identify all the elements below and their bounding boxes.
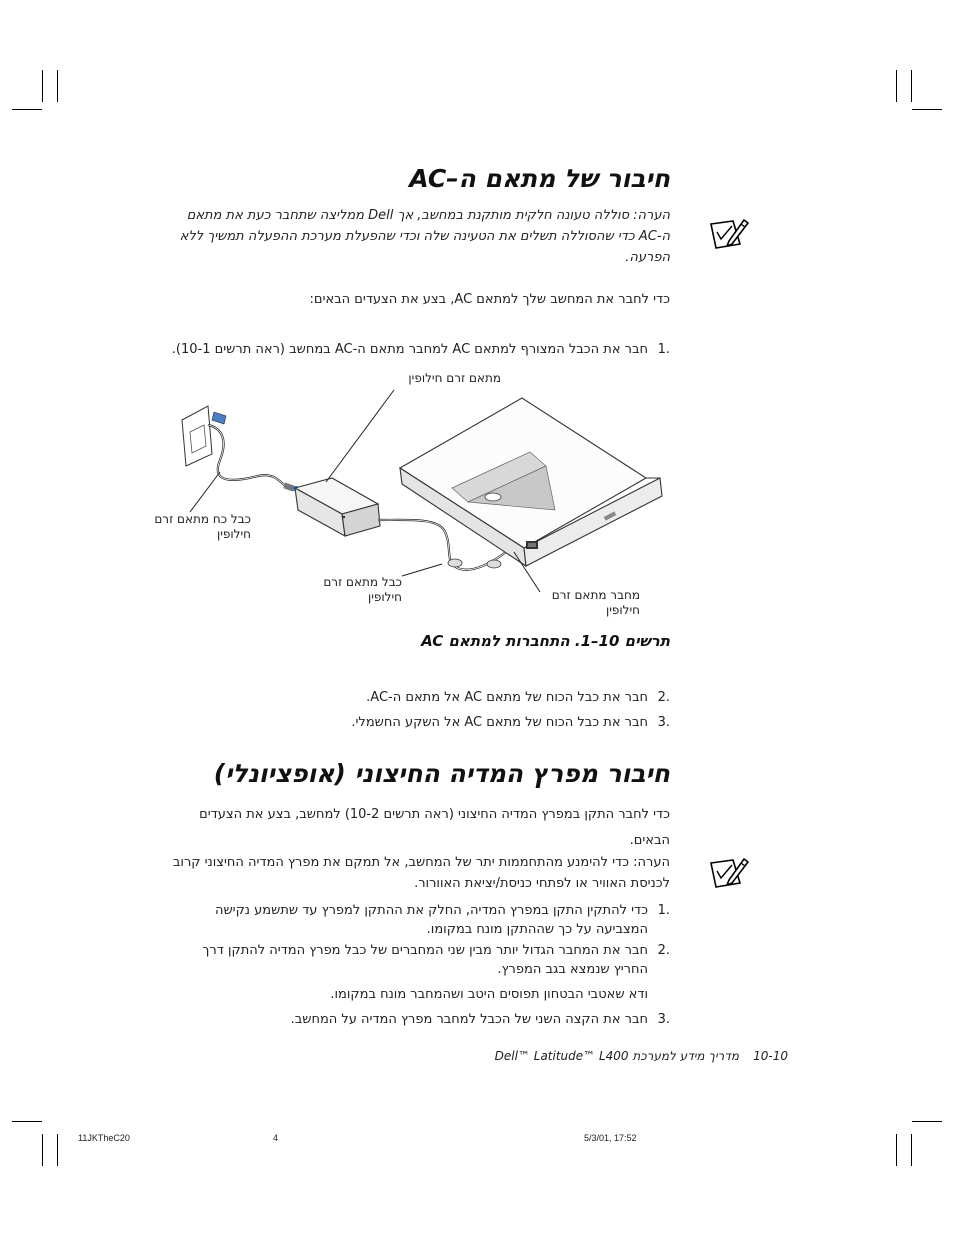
note-text: הערה: כדי להימנע מהתחממות יתר של המחשב, אל תמקם את מפרץ המדיה החיצוני קרוב לכניסת האוויר או לפתחי כניסת/יציאת האוורור. [172, 855, 670, 891]
step-item [170, 713, 670, 732]
crop-mark [42, 70, 43, 102]
crop-mark [57, 70, 58, 102]
ac-adapter-illustration [150, 380, 680, 620]
page-number: 10-10 [753, 1049, 788, 1063]
crop-mark [57, 1134, 58, 1166]
section-heading-media-bay: חיבור מפרץ המדיה החיצוני (אופציונלי) [213, 759, 670, 788]
crop-mark [42, 1134, 43, 1166]
crop-mark [911, 1134, 912, 1166]
intro-paragraph: כדי לחבר את המחשב שלך למתאם AC, בצע את הצעדים הבאים: [309, 292, 670, 307]
crop-mark [896, 70, 897, 102]
print-footer-page: 4 [273, 1133, 279, 1143]
crop-mark [12, 109, 42, 110]
callout-ac-adapter: מתאם זרם חילופין [408, 371, 501, 385]
callout-adapter-cable-line1: כבל מתאם זרם [323, 575, 402, 589]
step-number: .3 [657, 715, 670, 730]
step-text: חבר את כבל הכוח של מתאם AC אל מתאם ה-AC. [366, 690, 648, 705]
step-number: .2 [657, 943, 670, 958]
section-heading-ac-adapter: חיבור של מתאם ה–AC [409, 164, 670, 193]
step-number: .3 [657, 1012, 670, 1027]
step-text: כדי להתקין התקן במפרץ המדיה, החלק את ההתקן למפרץ עד שתשמע נקישה המצביעה על כך שההתקן מונח במקומו. [214, 903, 648, 937]
figure-caption: תרשים 10–1. התחברות למתאם AC [421, 632, 670, 650]
crop-mark [12, 1121, 42, 1122]
step-item [170, 340, 670, 359]
step-text: חבר את הכבל המצורף למתאם AC למחבר מתאם ה-AC במחשב (ראה תרשים 10-1). [171, 342, 648, 357]
step-item [170, 688, 670, 707]
step-text: חבר את כבל הכוח של מתאם AC אל השקע החשמלי. [351, 715, 648, 730]
step-item [170, 941, 670, 979]
note-text: הערה: סוללה טעונה חלקית מותקנת במחשב, אך Dell ממליצה שתחבר כעת את מתאם ה-AC כדי שהסוללה תשלים את הטעינה שלה וכדי שהפעלת מערכת ההפעלה תמשיך ללא הפרעה. [179, 208, 670, 265]
callout-connector-line2: חילופין [605, 603, 640, 617]
print-footer-file: 11JKTheC20 [78, 1133, 130, 1143]
step-item [170, 901, 670, 939]
note-pencil-icon [708, 857, 750, 891]
crop-mark [912, 1121, 942, 1122]
step-number: .1 [657, 903, 670, 918]
callout-connector-line1: מחבר מתאם זרם [551, 588, 640, 602]
callout-power-cable-line2: חילופין [216, 527, 251, 541]
page-footer-title: מדריך מידע למערכת Dell™ Latitude™ L400 [494, 1049, 739, 1063]
crop-mark [896, 1134, 897, 1166]
note-pencil-icon [708, 218, 750, 252]
crop-mark [912, 109, 942, 110]
intro-paragraph: כדי לחבר התקן במפרץ המדיה החיצוני (ראה תרשים 10-2) למחשב, בצע את הצעדים הבאים. [199, 807, 670, 848]
step-text: חבר את המחבר הגדול יותר מבין שני המחברים של כבל מפרץ המדיה להתקן דרך החריץ שנמצא בגב המפרץ. [202, 943, 648, 977]
step-subtext: ודא שאטבי הבטחון תפוסים היטב ושהמחבר מונח במקומו. [330, 987, 648, 1002]
print-footer-timestamp: 5/3/01, 17:52 [584, 1133, 637, 1143]
callout-adapter-cable-line2: חילופין [367, 590, 402, 604]
step-item [170, 1010, 670, 1029]
step-number: .1 [657, 342, 670, 357]
step-text: חבר את הקצה השני של הכבל למחבר מפרץ המדיה על המחשב. [290, 1012, 648, 1027]
crop-mark [911, 70, 912, 102]
callout-power-cable-line1: כבל כח מתאם זרם [154, 512, 251, 526]
step-number: .2 [657, 690, 670, 705]
